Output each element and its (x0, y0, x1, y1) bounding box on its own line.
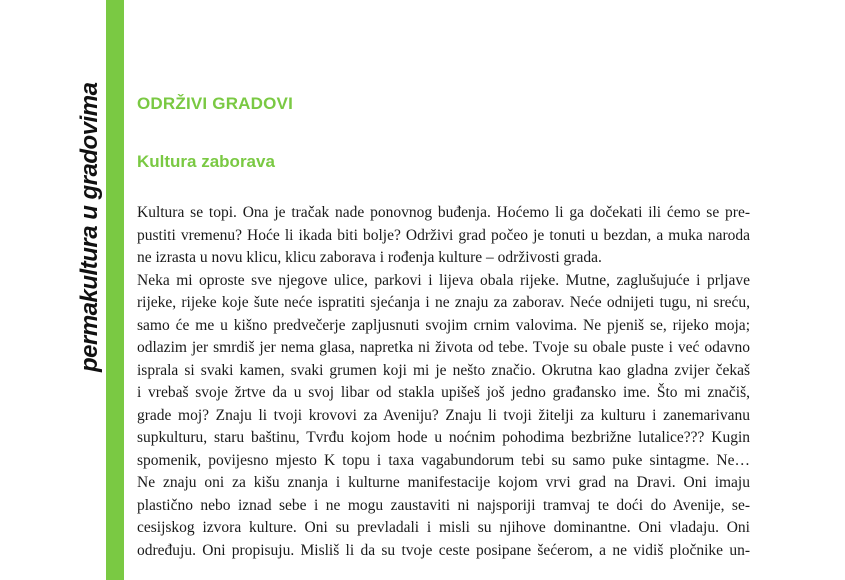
vertical-title-text: permakultura u gradovima (76, 82, 103, 372)
article-title: Kultura zaborava (137, 152, 275, 171)
body-line: samo će me u kišno predvečerje zapljusnuti svojim crnim valovima. Ne pjeniš se, rijeko moja; (137, 316, 750, 334)
body-line: određuju. Oni propisuju. Misliš li da su tvoje ceste posipane šećerom, a ne vidiš pločnike un- (137, 541, 750, 559)
vertical-section-title (74, 82, 104, 382)
body-line: rijeke, rijeke koje šute neće ispratiti sjećanja i ne znaju za zaborav. Neće odnijeti tugu, ni sreću, (137, 294, 750, 311)
body-line: Ne znaju oni za kišu znanja i kulturne manifestacije kojom vrvi grad na Dravi. Oni imaju (137, 474, 750, 491)
body-line: Kultura se topi. Ona je tračak nade ponovnog buđenja. Hoćemo li ga dočekati ili ćemo se pre- (137, 204, 750, 221)
article-body (137, 202, 750, 562)
body-line: isprala si svaki kamen, svaki grumen koji mi je nešto značio. Okrutna kao gladna zvijer čekaš (137, 361, 750, 379)
body-line: plastično nebo iznad sebe i ne mogu zaustaviti ni najsporiji tramvaj te doći do Avenije, se- (137, 496, 750, 514)
body-line: spomenik, povijesno mjesto K topu i taxa vagabundorum tebi su samo puke sintagme. Ne… (137, 451, 750, 469)
body-line: Neka mi oproste sve njegove ulice, parkovi i lijeva obala rijeke. Mutne, zaglušujuće i prljave (137, 271, 750, 289)
body-line: pustiti vremenu? Hoće li ikada biti bolje? Održivi grad počeo je tonuti u bezdan, a muka naroda (137, 226, 750, 244)
body-line: cesijskog izvora kulture. Oni su prevladali i misli su njihove dominantne. Oni vladaju. Oni (137, 519, 750, 536)
body-line: i vrebaš svoje žrtve da u svoj libar od stakla upišeš još jedno građansko ime. Što mi značiš, (137, 384, 750, 401)
body-line: grade moj? Znaju li tvoji krovovi za Aveniju? Znaju li tvoji žitelji za kulturu i zanemarivanu (137, 406, 750, 424)
body-line: supkulturu, staru baštinu, Tvrđu kojom hode u noćnim pohodima bezbrižne lutalice??? Kugin (137, 429, 750, 446)
section-heading: ODRŽIVI GRADOVI (137, 94, 294, 113)
accent-bar (106, 0, 124, 580)
body-line: ne izrasta u novu klicu, klicu zaborava i rođenja kulture – održivosti grada. (137, 249, 602, 266)
body-line: odlazim jer smrdiš jer nema glasa, napretka ni života od tebe. Tvoje su obale puste i već odavno (137, 339, 750, 356)
